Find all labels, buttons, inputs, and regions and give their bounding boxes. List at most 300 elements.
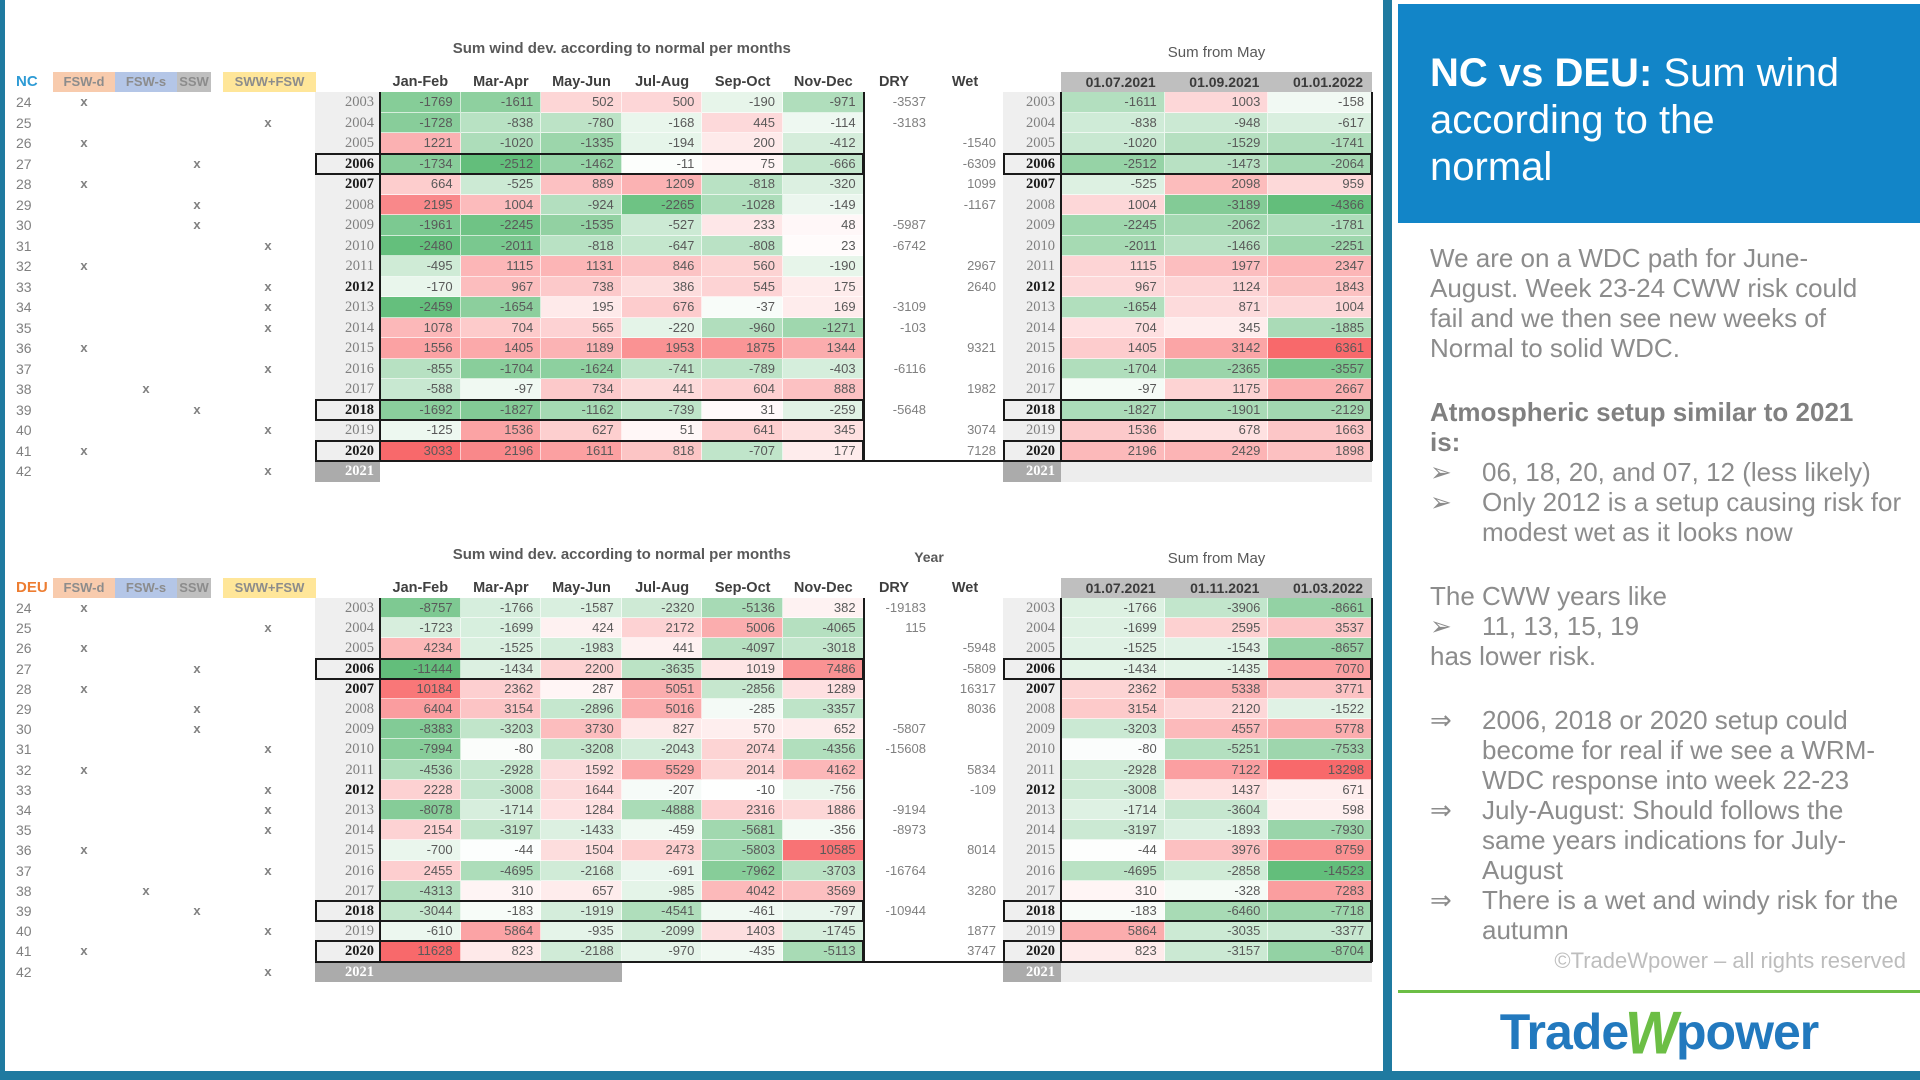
deu-month-cell: -2043 <box>622 739 703 759</box>
nc-month-cell: -2265 <box>622 195 703 216</box>
deu-sum-year-cell: 2016 <box>1026 862 1055 879</box>
sidebar-bullet-item <box>1430 487 1908 547</box>
tradewpower-logo <box>1398 1000 1920 1065</box>
deu-setup-x-mark: x <box>80 640 88 656</box>
deu-month-header: Mar-Apr <box>473 580 529 596</box>
nc-month-cell: 641 <box>702 420 783 441</box>
deu-month-cell: 1504 <box>541 840 622 860</box>
deu-month-cell: -3008 <box>461 780 542 800</box>
deu-month-cell: -8757 <box>380 598 461 618</box>
deu-setup-x-mark: x <box>80 943 88 959</box>
deu-setup-x-mark: x <box>264 862 272 878</box>
deu-sum-cell: -328 <box>1165 881 1269 901</box>
deu-month-cell: -691 <box>622 861 703 881</box>
deu-year-cell: 2018 <box>345 903 374 919</box>
deu-sum-year-cell: 2004 <box>1026 620 1055 637</box>
nc-setup-x-mark: x <box>264 114 272 130</box>
nc-month-cell: -527 <box>622 215 703 236</box>
deu-year-cell: 2004 <box>345 620 374 637</box>
deu-week-number: 27 <box>16 660 32 677</box>
deu-year-cell: 2014 <box>345 822 374 839</box>
nc-sum-year-cell: 2019 <box>1026 422 1055 438</box>
nc-sum-cell: 678 <box>1165 420 1269 441</box>
nc-wet-value: 9321 <box>967 340 996 355</box>
nc-month-cell: 846 <box>622 256 703 277</box>
deu-week-number: 28 <box>16 680 32 697</box>
nc-dry-value: -6742 <box>892 237 926 253</box>
nc-year-cell: 2012 <box>345 278 374 295</box>
nc-sum-cell: 1124 <box>1165 277 1269 298</box>
nc-year-cell: 2005 <box>345 135 374 151</box>
nc-month-cell: 445 <box>702 113 783 134</box>
deu-sum-cell: -14523 <box>1268 861 1372 881</box>
deu-sum-cell: 2595 <box>1165 618 1269 638</box>
deu-sum-cell: 7122 <box>1165 760 1269 780</box>
nc-month-cell: 664 <box>380 174 461 195</box>
deu-sum-column-header: 01.11.2021 <box>1190 580 1260 596</box>
deu-month-cell: 287 <box>541 679 622 699</box>
deu-dry-value: -8973 <box>892 822 926 838</box>
nc-month-cell: -1028 <box>702 195 783 216</box>
nc-month-cell: -1961 <box>380 215 461 236</box>
deu-month-cell: -285 <box>702 699 783 719</box>
nc-sum-cell: 1004 <box>1061 195 1165 216</box>
deu-sum-cell: -3604 <box>1165 800 1269 820</box>
deu-sum-cell: -8704 <box>1268 941 1372 961</box>
deu-dry-header: DRY <box>878 580 910 596</box>
logo-text-trade: Trade <box>1499 1004 1629 1060</box>
nc-setup-x-mark: x <box>193 401 201 417</box>
deu-sum-cell: -2858 <box>1165 861 1269 881</box>
nc-month-cell: -2480 <box>380 236 461 257</box>
deu-sum-cell: 5864 <box>1061 921 1165 941</box>
nc-month-cell: -259 <box>783 400 864 421</box>
nc-month-header: May-Jun <box>552 74 611 90</box>
nc-week-number: 38 <box>16 381 32 397</box>
nc-month-cell: 75 <box>702 154 783 175</box>
nc-year-cell: 2017 <box>345 381 374 397</box>
deu-month-cell: 310 <box>461 881 542 901</box>
nc-sum-year-cell: 2014 <box>1026 319 1055 336</box>
deu-year-cell: 2021 <box>345 963 374 980</box>
nc-month-cell: 565 <box>541 318 622 339</box>
nc-sum-cell: 959 <box>1268 174 1372 195</box>
deu-year-cell: 2007 <box>345 680 374 697</box>
deu-year-cell: 2003 <box>345 600 374 616</box>
deu-month-cell: -10 <box>702 780 783 800</box>
deu-wet-value: -5948 <box>962 640 996 656</box>
nc-setup-x-mark: x <box>264 463 272 478</box>
nc-sum-cell: 1977 <box>1165 256 1269 277</box>
deu-month-cell: -2856 <box>702 679 783 699</box>
nc-sum-year-cell: 2003 <box>1026 94 1055 110</box>
deu-wet-value: 3747 <box>967 943 996 959</box>
nc-month-cell: 1556 <box>380 338 461 359</box>
deu-month-cell: 2228 <box>380 780 461 800</box>
deu-month-cell: 10184 <box>380 679 461 699</box>
deu-year-cell: 2015 <box>345 842 374 859</box>
nc-dry-header: DRY <box>878 74 910 90</box>
deu-month-cell: 5529 <box>622 760 703 780</box>
nc-month-cell: -1769 <box>380 92 461 113</box>
nc-sum-cell: 704 <box>1061 318 1165 339</box>
deu-wet-value: 8036 <box>967 701 996 716</box>
nc-month-cell: 560 <box>702 256 783 277</box>
deu-sum-year-cell: 2017 <box>1026 882 1055 899</box>
deu-sum-year-cell: 2011 <box>1026 761 1055 778</box>
nc-sum-cell: -2512 <box>1061 154 1165 175</box>
sidebar-item-text: 2006, 2018 or 2020 setup could become for real if we see a WRM-WDC response into week 22-23 <box>1482 705 1876 795</box>
nc-year-cell: 2014 <box>345 319 374 336</box>
deu-sum-cell: -1714 <box>1061 800 1165 820</box>
nc-sum-cell: -1741 <box>1268 133 1372 154</box>
deu-month-cell: -1983 <box>541 638 622 658</box>
nc-month-cell: 1221 <box>380 133 461 154</box>
nc-setup-x-mark: x <box>193 217 201 232</box>
sidebar-item-text: July-August: Should follows the same years indications for July-August <box>1482 795 1847 885</box>
deu-sum-column-header: 01.07.2021 <box>1085 580 1156 596</box>
deu-setup-column-ssw: SSW <box>177 578 211 598</box>
deu-sum-cell: -44 <box>1061 840 1165 860</box>
nc-week-number: 37 <box>16 360 32 377</box>
nc-month-cell: -1162 <box>541 400 622 421</box>
deu-sum-cell: -3906 <box>1165 598 1269 618</box>
nc-sum-column-header: 01.07.2021 <box>1085 74 1156 90</box>
deu-week-number: 25 <box>16 620 32 637</box>
deu-week-number: 31 <box>16 741 32 758</box>
deu-month-cell: 1289 <box>783 679 864 699</box>
nc-year-cell: 2019 <box>345 422 374 438</box>
nc-sum-cell: 2196 <box>1061 441 1165 462</box>
deu-month-cell: -4097 <box>702 638 783 658</box>
deu-week-number: 26 <box>16 640 32 657</box>
nc-month-cell: -2245 <box>461 215 542 236</box>
nc-setup-x-mark: x <box>142 381 150 396</box>
deu-month-cell: 382 <box>783 598 864 618</box>
deu-setup-x-mark: x <box>193 903 201 918</box>
nc-month-cell: -1728 <box>380 113 461 134</box>
deu-month-cell: -1587 <box>541 598 622 618</box>
deu-sum-cell: 3537 <box>1268 618 1372 638</box>
nc-wet-value: 1982 <box>967 381 996 396</box>
deu-bottom-border <box>315 961 1372 963</box>
deu-month-cell: -3635 <box>622 659 703 679</box>
deu-month-cell: -435 <box>702 941 783 961</box>
deu-sum-cell: 3154 <box>1061 699 1165 719</box>
deu-month-header: Nov-Dec <box>793 580 853 596</box>
nc-month-cell: -2459 <box>380 297 461 318</box>
nc-month-cell: -1692 <box>380 400 461 421</box>
nc-wet-value: 2640 <box>967 278 996 294</box>
deu-sum-cell: -3035 <box>1165 921 1269 941</box>
deu-setup-x-mark: x <box>264 741 272 757</box>
deu-dry-value: -9194 <box>892 802 926 817</box>
nc-sum-cell: 3142 <box>1165 338 1269 359</box>
nc-dry-value: -3109 <box>892 299 926 314</box>
deu-sum-cell: 13298 <box>1268 760 1372 780</box>
deu-setup-x-mark: x <box>264 923 272 939</box>
nc-sum-cell: 1663 <box>1268 420 1372 441</box>
nc-month-cell: 704 <box>461 318 542 339</box>
nc-month-cell: -495 <box>380 256 461 277</box>
nc-sum-cell: 1843 <box>1268 277 1372 298</box>
nc-setup-x-mark: x <box>264 278 272 294</box>
deu-sum-cell: 598 <box>1268 800 1372 820</box>
deu-setup-x-mark: x <box>264 620 272 636</box>
deu-year-cell: 2012 <box>345 781 374 798</box>
deu-month-cell: -610 <box>380 921 461 941</box>
nc-sum-cell: 2429 <box>1165 441 1269 462</box>
logo-w-icon: W <box>1621 998 1683 1067</box>
deu-setup-x-mark: x <box>264 781 272 797</box>
deu-sum-year-cell: 2018 <box>1026 903 1055 919</box>
nc-month-header: Jul-Aug <box>635 74 690 90</box>
sidebar-item-text: 11, 13, 15, 19 <box>1482 611 1640 641</box>
nc-setup-x-mark: x <box>80 340 88 355</box>
nc-sum-cell: -1654 <box>1061 297 1165 318</box>
nc-setup-x-mark: x <box>264 319 272 335</box>
deu-month-cell: -5803 <box>702 840 783 860</box>
copyright: ©TradeWpower – all rights reserved <box>1554 948 1906 973</box>
nc-sum-year-cell: 2012 <box>1026 278 1055 295</box>
nc-week-number: 42 <box>16 463 32 479</box>
deu-dry-value: 115 <box>905 620 926 636</box>
nc-month-cell: -780 <box>541 113 622 134</box>
deu-year-cell: 2005 <box>345 640 374 657</box>
deu-month-cell: -7994 <box>380 739 461 759</box>
deu-month-cell: -3044 <box>380 901 461 921</box>
nc-month-header: Nov-Dec <box>793 74 853 90</box>
sidebar-paragraph: We are on a WDC path for June-August. Week 23-24 CWW risk could fail and we then see new weeks of Normal to solid WDC. <box>1430 243 1858 363</box>
nc-dry-value: -3537 <box>892 94 926 109</box>
nc-month-cell: 2195 <box>380 195 461 216</box>
bullet-arrowhead-icon: ➢ <box>1430 487 1452 517</box>
nc-setup-x-mark: x <box>80 135 88 150</box>
deu-month-cell: 2316 <box>702 800 783 820</box>
deu-month-cell: -1699 <box>461 618 542 638</box>
deu-setup-x-mark: x <box>193 701 201 716</box>
deu-month-cell: 5864 <box>461 921 542 941</box>
nc-sum-cell: -1781 <box>1268 215 1372 236</box>
deu-month-header: Jul-Aug <box>635 580 690 596</box>
deu-sum-left-border <box>1060 598 1062 962</box>
sidebar-item-text: There is a wet and windy risk for the autumn <box>1482 885 1899 945</box>
deu-year-cell: 2020 <box>345 943 374 960</box>
deu-month-cell: 2172 <box>622 618 703 638</box>
nc-month-cell: -1624 <box>541 359 622 380</box>
nc-sum-cell: -1473 <box>1165 154 1269 175</box>
nc-setup-column-sww+fsw: SWW+FSW <box>223 72 316 92</box>
deu-month-cell: -756 <box>783 780 864 800</box>
nc-sum-cell: 345 <box>1165 318 1269 339</box>
deu-year-cell: 2016 <box>345 862 374 879</box>
nc-sum-cell: 1898 <box>1268 441 1372 462</box>
nc-sum-year-cell: 2017 <box>1026 381 1055 397</box>
deu-sum-cell: 823 <box>1061 941 1165 961</box>
nc-setup-x-mark: x <box>193 196 201 212</box>
nc-sum-year-cell: 2013 <box>1026 299 1055 315</box>
nc-month-cell: -741 <box>622 359 703 380</box>
nc-sum-cell: -2365 <box>1165 359 1269 380</box>
nc-month-header: Mar-Apr <box>473 74 529 90</box>
deu-month-cell: -5136 <box>702 598 783 618</box>
nc-sum-cell: -617 <box>1268 113 1372 134</box>
nc-sum-cell: -1611 <box>1061 92 1165 113</box>
nc-sum-cell: -1529 <box>1165 133 1269 154</box>
nc-week-number: 34 <box>16 299 32 315</box>
nc-month-cell: 627 <box>541 420 622 441</box>
deu-month-cell: -3703 <box>783 861 864 881</box>
deu-month-cell: -3203 <box>461 719 542 739</box>
nc-setup-x-mark: x <box>264 360 272 376</box>
deu-sum-cell: -8657 <box>1268 638 1372 658</box>
deu-sum-cell: 671 <box>1268 780 1372 800</box>
nc-month-cell: 1131 <box>541 256 622 277</box>
nc-month-cell: 31 <box>702 400 783 421</box>
deu-sum-year-cell: 2020 <box>1026 943 1055 960</box>
nc-month-cell: -1462 <box>541 154 622 175</box>
logo-text-power: power <box>1676 1004 1819 1060</box>
deu-month-cell: 657 <box>541 881 622 901</box>
nc-wet-value: -6309 <box>962 155 996 171</box>
deu-month-cell: -985 <box>622 881 703 901</box>
deu-wet-value: 8014 <box>967 842 996 858</box>
nc-year-cell: 2013 <box>345 299 374 315</box>
nc-month-cell: -1271 <box>783 318 864 339</box>
nc-month-cell: 177 <box>783 441 864 462</box>
deu-week-number: 42 <box>16 963 32 980</box>
nc-year-cell: 2018 <box>345 401 374 418</box>
deu-sum-column-header: 01.03.2022 <box>1293 580 1364 596</box>
nc-year-cell: 2007 <box>345 176 374 192</box>
deu-month-cell: 2074 <box>702 739 783 759</box>
nc-month-cell: -2512 <box>461 154 542 175</box>
deu-month-cell: 2473 <box>622 840 703 860</box>
nc-sum-cell: -97 <box>1061 379 1165 400</box>
nc-sum-cell: -2064 <box>1268 154 1372 175</box>
deu-month-cell: -1919 <box>541 901 622 921</box>
deu-month-cell: -1745 <box>783 921 864 941</box>
nc-month-cell: -666 <box>783 154 864 175</box>
nc-year-month-border <box>379 92 381 461</box>
nc-setup-x-mark: x <box>264 237 272 253</box>
deu-month-cell: -356 <box>783 820 864 840</box>
nc-sum-year-cell: 2006 <box>1026 155 1055 172</box>
deu-month-cell: -1525 <box>461 638 542 658</box>
page-title-bold: NC vs DEU: <box>1430 51 1653 95</box>
deu-week-number: 34 <box>16 802 32 818</box>
deu-sum-cell: -3157 <box>1165 941 1269 961</box>
nc-sum-cell: 871 <box>1165 297 1269 318</box>
deu-month-cell: -207 <box>622 780 703 800</box>
nc-month-cell: -1535 <box>541 215 622 236</box>
nc-month-cell: -588 <box>380 379 461 400</box>
deu-sum-cell: -7718 <box>1268 901 1372 921</box>
deu-month-cell: -183 <box>461 901 542 921</box>
sidebar-spacer <box>1430 363 1908 397</box>
sidebar-arrow-item <box>1430 885 1908 945</box>
sidebar-bullet-item <box>1430 611 1908 641</box>
deu-sum-cell: 1437 <box>1165 780 1269 800</box>
nc-sum-year-cell: 2015 <box>1026 340 1055 356</box>
deu-month-cell: 570 <box>702 719 783 739</box>
deu-sum-year-cell: 2019 <box>1026 923 1055 940</box>
deu-setup-column-sww+fsw: SWW+FSW <box>223 578 316 598</box>
nc-week-number: 39 <box>16 401 32 418</box>
nc-sum-cell: 1003 <box>1165 92 1269 113</box>
nc-sum-year-cell: 2008 <box>1026 196 1055 213</box>
deu-wet-value: 5834 <box>967 761 996 777</box>
nc-month-cell: 200 <box>702 133 783 154</box>
nc-year-cell: 2020 <box>345 442 374 459</box>
nc-year-cell: 2021 <box>345 463 374 479</box>
deu-week-number: 37 <box>16 862 32 879</box>
nc-table-title: Sum wind dev. according to normal per months <box>452 40 791 57</box>
nc-week-number: 28 <box>16 176 32 192</box>
deu-setup-x-mark: x <box>142 882 150 898</box>
deu-month-cell: 2200 <box>541 659 622 679</box>
deu-sum-cell: -80 <box>1061 739 1165 759</box>
deu-sum-cell: 5338 <box>1165 679 1269 699</box>
deu-month-cell: 11628 <box>380 941 461 961</box>
deu-month-cell: 1284 <box>541 800 622 820</box>
nc-month-cell: 502 <box>541 92 622 113</box>
deu-month-cell: 2154 <box>380 820 461 840</box>
deu-setup-x-mark: x <box>193 721 201 737</box>
nc-month-cell: 1536 <box>461 420 542 441</box>
deu-sum-cell: -7930 <box>1268 820 1372 840</box>
nc-month-cell: -220 <box>622 318 703 339</box>
nc-sum-cell: 1175 <box>1165 379 1269 400</box>
deu-month-cell: -459 <box>622 820 703 840</box>
nc-setup-x-mark: x <box>80 442 88 458</box>
nc-sum-2021-band <box>1061 461 1372 482</box>
deu-month-cell: -970 <box>622 941 703 961</box>
nc-sum-year-cell: 2009 <box>1026 217 1055 233</box>
nc-sum-column-header: 01.01.2022 <box>1293 74 1364 90</box>
deu-sum-cell: -8661 <box>1268 598 1372 618</box>
nc-month-cell: -808 <box>702 236 783 257</box>
deu-sum-cell: 3771 <box>1268 679 1372 699</box>
nc-month-cell: -1654 <box>461 297 542 318</box>
deu-month-cell: -4695 <box>461 861 542 881</box>
deu-dry-value: -5807 <box>892 721 926 737</box>
bullet-arrowhead-icon: ➢ <box>1430 457 1452 487</box>
deu-sum-cell: -1893 <box>1165 820 1269 840</box>
deu-month-cell: -3357 <box>783 699 864 719</box>
nc-month-cell: 1004 <box>461 195 542 216</box>
nc-year-cell: 2003 <box>345 94 374 110</box>
nc-sum-cell: -4366 <box>1268 195 1372 216</box>
deu-sum-year-cell: 2013 <box>1026 802 1055 818</box>
deu-month-cell: -2320 <box>622 598 703 618</box>
nc-wet-value: -1167 <box>963 196 996 212</box>
deu-month-cell: 7486 <box>783 659 864 679</box>
nc-sum-cell: 1004 <box>1268 297 1372 318</box>
nc-month-cell: -114 <box>783 113 864 134</box>
deu-month-cell: 3154 <box>461 699 542 719</box>
nc-month-cell: -1827 <box>461 400 542 421</box>
deu-year-cell: 2010 <box>345 741 374 758</box>
deu-month-cell: -44 <box>461 840 542 860</box>
nc-month-cell: -924 <box>541 195 622 216</box>
nc-year-cell: 2010 <box>345 237 374 254</box>
deu-setup-x-mark: x <box>264 802 272 817</box>
nc-month-cell: -838 <box>461 113 542 134</box>
sidebar-bullet-item <box>1430 457 1908 487</box>
nc-setup-x-mark: x <box>80 176 88 191</box>
nc-dry-value: -5987 <box>892 217 926 232</box>
